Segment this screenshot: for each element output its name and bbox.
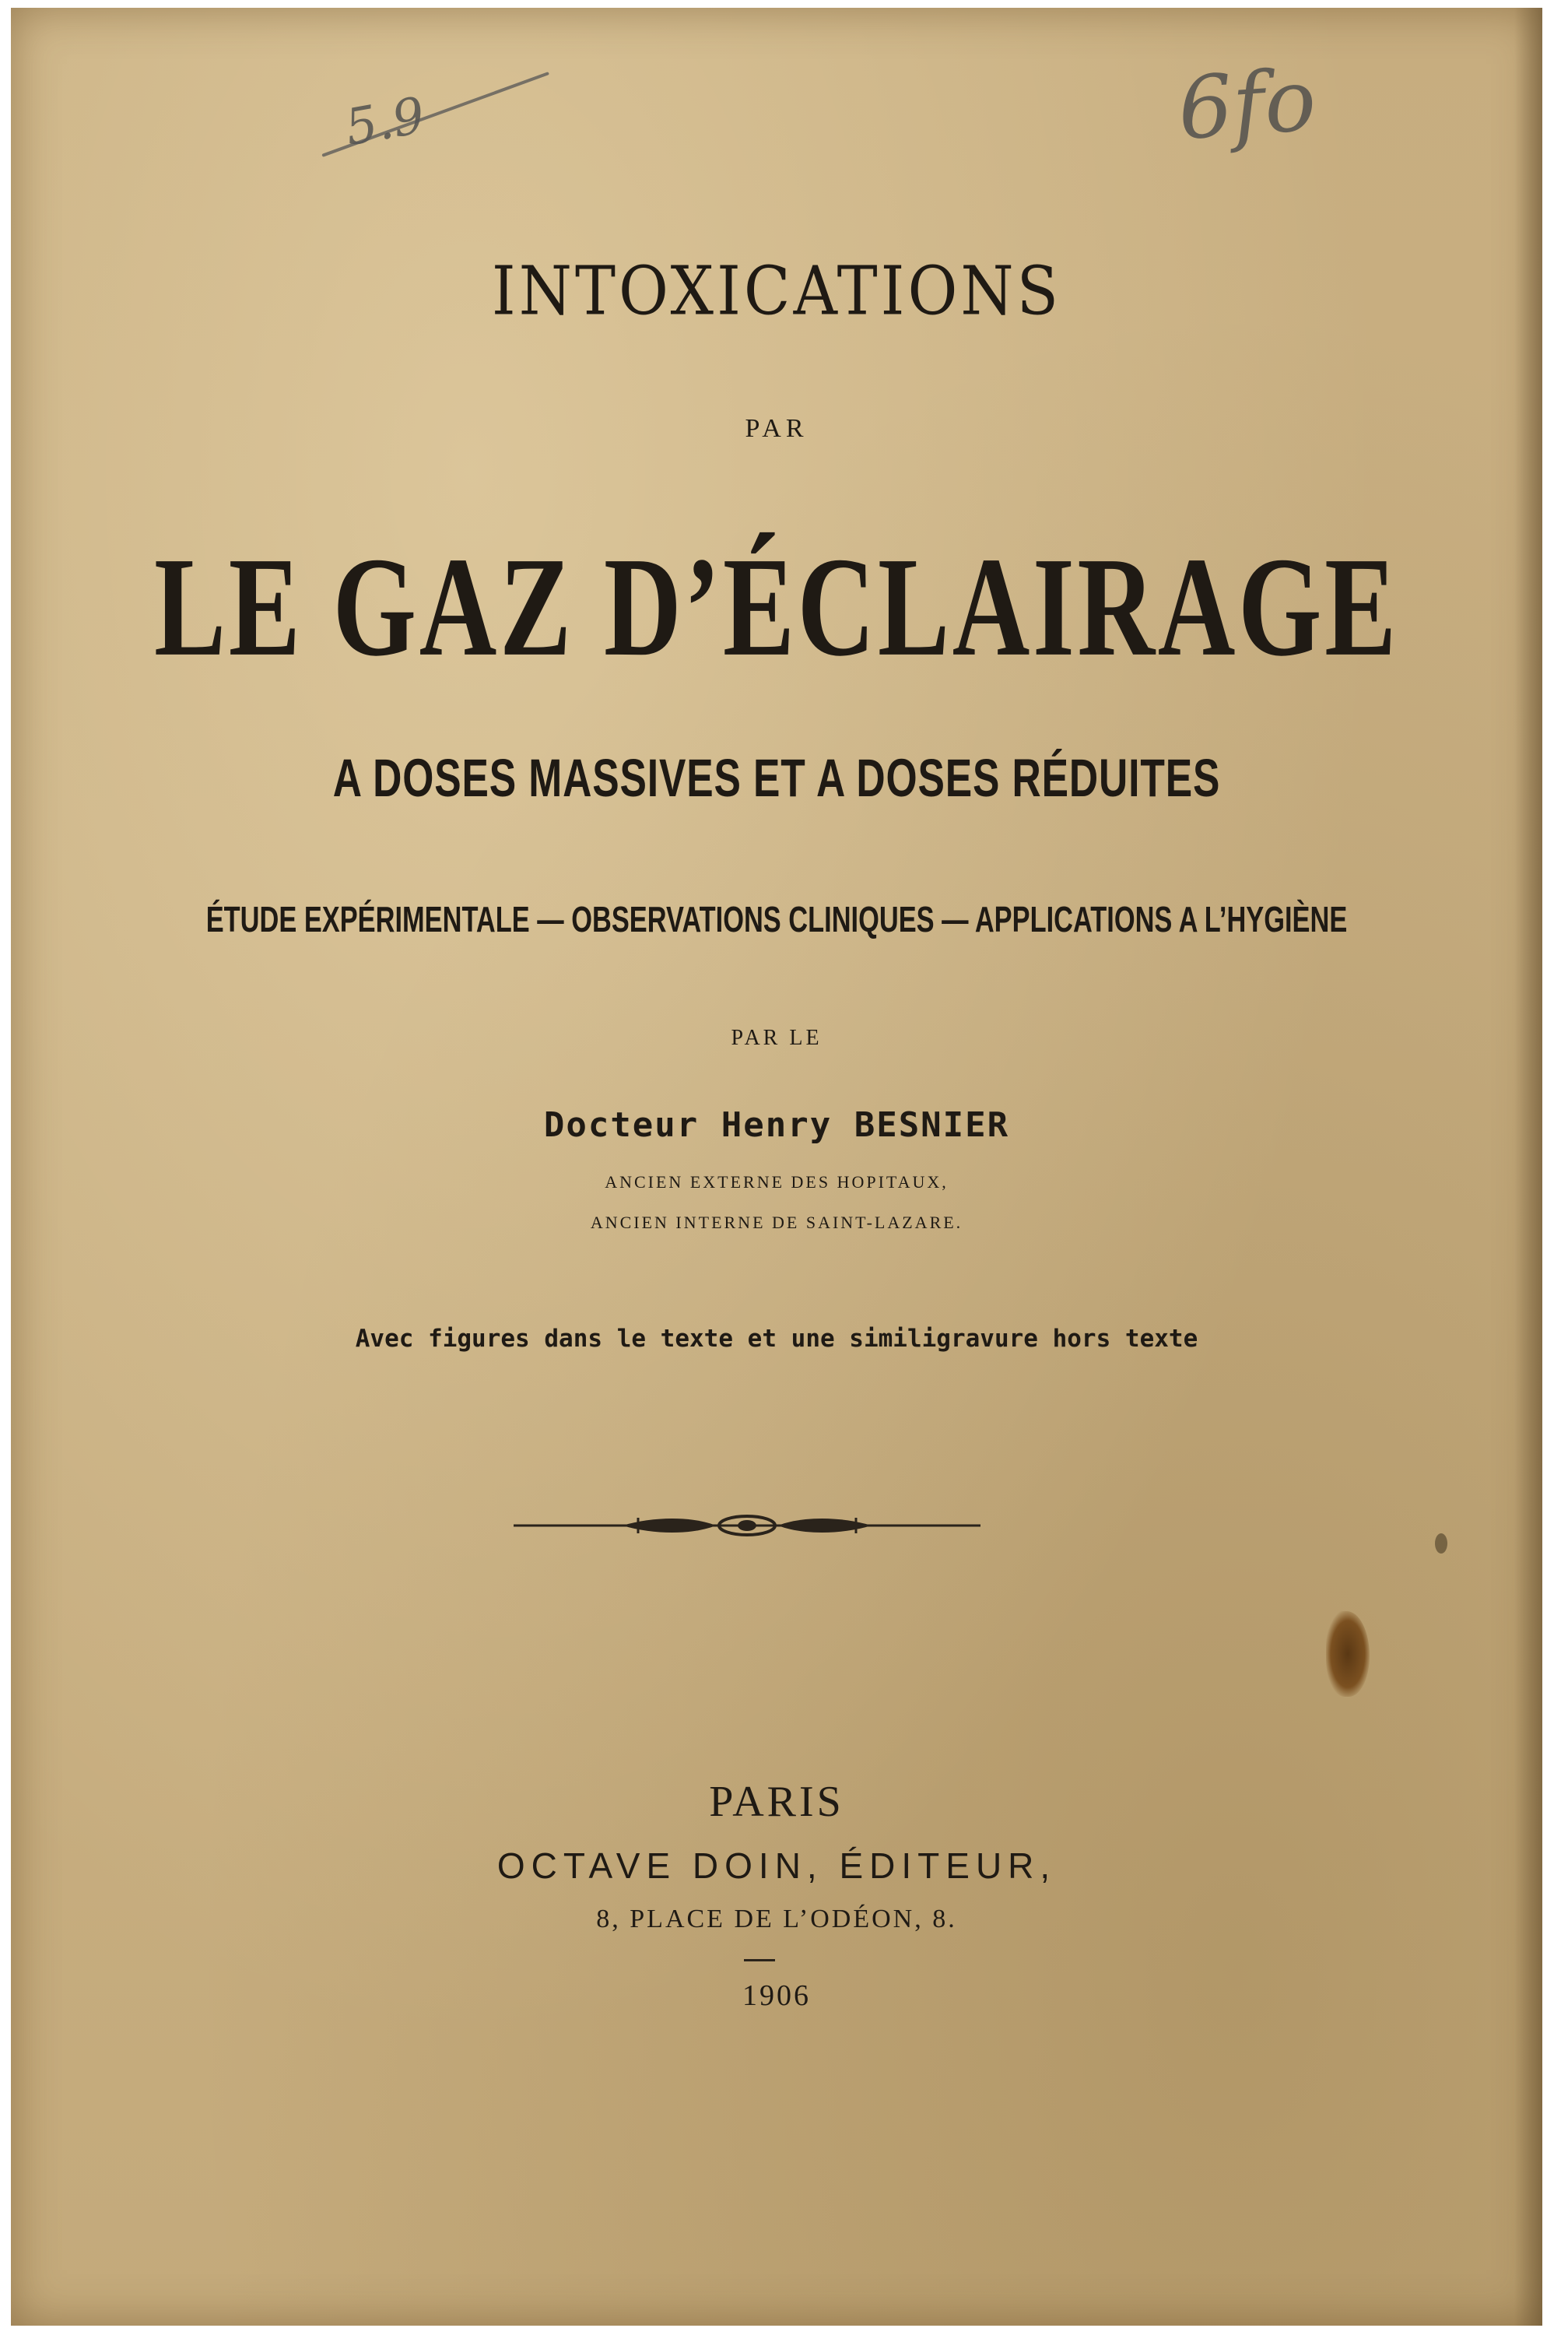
main-title: LE GAZ D’ÉCLAIRAGE: [154, 528, 1399, 686]
pencil-note-left: 5.9: [341, 86, 430, 158]
by-label: PAR: [745, 414, 809, 443]
publication-year: 1906: [742, 1979, 811, 2012]
title-top: INTOXICATIONS: [491, 253, 1062, 331]
paper-stain-small: [1435, 1533, 1447, 1554]
topics-line: ÉTUDE EXPÉRIMENTALE — OBSERVATIONS CLINIQUES — APPLICATIONS A L’HYGIÈNE: [205, 900, 1348, 940]
ornament-divider-icon: [514, 1510, 980, 1541]
author-name: Docteur Henry BESNIER: [543, 1105, 1010, 1145]
book-cover: [11, 8, 1542, 2326]
author-credential-1: ANCIEN EXTERNE DES HOPITAUX,: [605, 1172, 949, 1192]
publisher-name: OCTAVE DOIN, ÉDITEUR,: [496, 1845, 1057, 1886]
pencil-note-right: 6fo: [1174, 49, 1320, 160]
figures-note: Avec figures dans le texte et une similigravure hors texte: [355, 1325, 1198, 1353]
publication-city: PARIS: [709, 1778, 844, 1826]
publisher-address: 8, PLACE DE L’ODÉON, 8.: [596, 1905, 957, 1933]
paper-stain: [1326, 1611, 1370, 1697]
subtitle: A DOSES MASSIVES ET A DOSES RÉDUITES: [332, 747, 1221, 809]
author-credential-2: ANCIEN INTERNE DE SAINT-LAZARE.: [590, 1213, 963, 1232]
by-the-label: PAR LE: [731, 1026, 823, 1050]
short-dash: [744, 1959, 775, 1961]
